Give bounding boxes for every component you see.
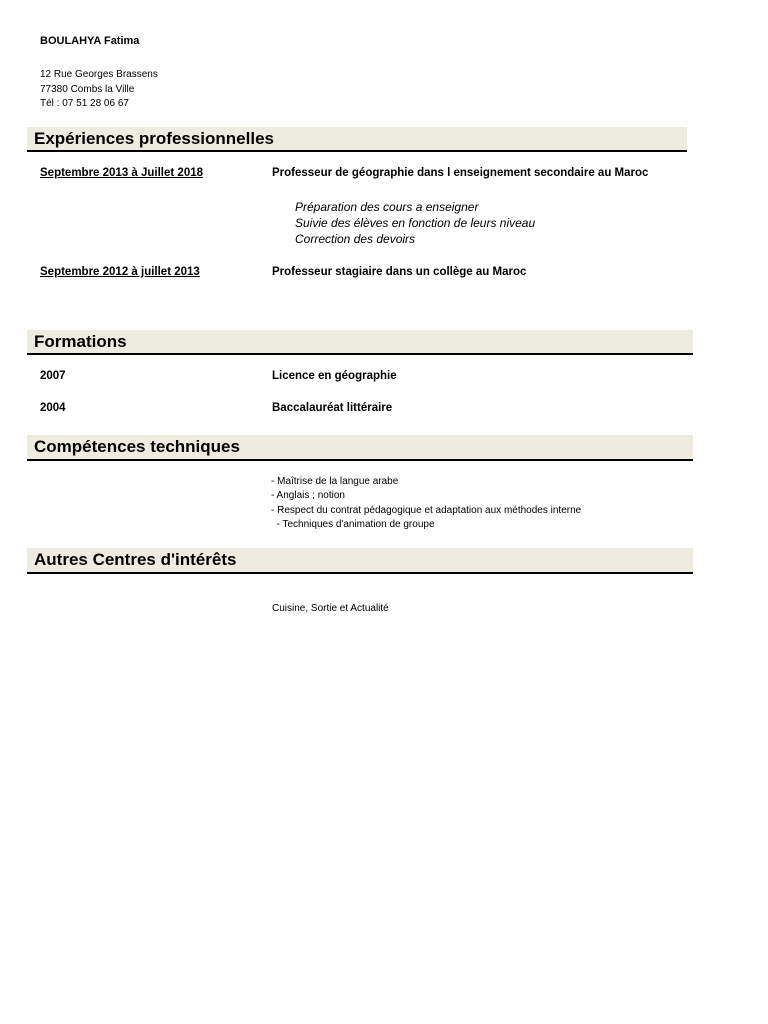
experience-date: Septembre 2012 à juillet 2013 <box>40 266 200 278</box>
experience-role: Professeur stagiaire dans un collège au Maroc <box>272 266 527 278</box>
section-header-skills <box>27 435 693 461</box>
experience-task: Préparation des cours a enseigner <box>295 200 479 214</box>
phone-number: Tél : 07 51 28 06 67 <box>40 98 129 109</box>
section-title-education: Formations <box>34 332 127 351</box>
section-title-experience: Expériences professionnelles <box>34 129 274 148</box>
section-header-experience <box>27 127 687 152</box>
skill-item: - Maîtrise de la langue arabe <box>271 476 399 487</box>
experience-task: Correction des devoirs <box>295 232 416 246</box>
experience-date: Septembre 2013 à Juillet 2018 <box>40 167 204 179</box>
address-street: 12 Rue Georges Brassens <box>40 69 158 80</box>
education-degree: Licence en géographie <box>272 370 397 382</box>
section-header-interests <box>27 548 693 574</box>
education-degree: Baccalauréat littéraire <box>272 402 393 414</box>
section-header-education <box>27 330 693 355</box>
skill-item: - Respect du contrat pédagogique et adaptation aux méthodes interne <box>271 505 582 516</box>
skill-item: - Anglais ; notion <box>271 490 345 501</box>
candidate-name: BOULAHYA Fatima <box>40 35 140 47</box>
education-year: 2007 <box>40 370 66 382</box>
education-year: 2004 <box>40 402 66 414</box>
interests-text: Cuisine, Sortie et Actualité <box>272 603 389 614</box>
skill-item: - Techniques d'animation de groupe <box>271 519 435 530</box>
address-city: 77380 Combs la Ville <box>40 84 135 95</box>
experience-task: Suivie des élèves en fonction de leurs niveau <box>295 216 536 230</box>
section-title-skills: Compétences techniques <box>34 437 240 456</box>
experience-role: Professeur de géographie dans l enseignement secondaire au Maroc <box>272 167 649 179</box>
section-title-interests: Autres Centres d'intérêts <box>34 550 237 569</box>
